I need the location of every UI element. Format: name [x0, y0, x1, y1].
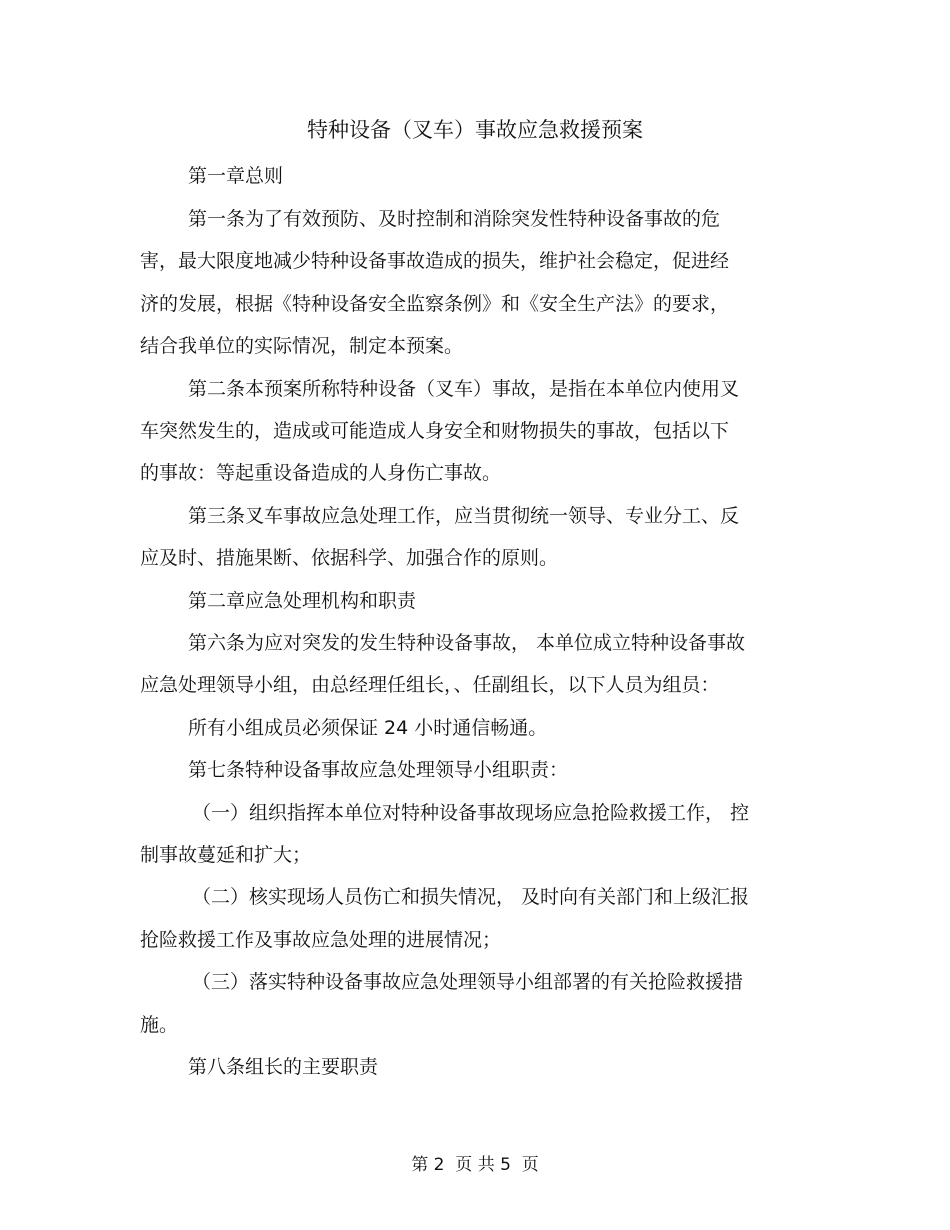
list-item-line: 制事故蔓延和扩大； [140, 844, 312, 866]
paragraph-line: 结合我单位的实际情况，制定本预案。 [140, 335, 464, 357]
paragraph-line: 第八条组长的主要职责 [188, 1056, 379, 1078]
paragraph-line: 害，最大限度地减少特种设备事故造成的损失，维护社会稳定，促进经 [140, 250, 730, 272]
paragraph-line: 第六条为应对突发的发生特种设备事故， 本单位成立特种设备事故 [188, 632, 746, 654]
paragraph-line: 济的发展，根据《特种设备安全监察条例》和《安全生产法》的要求， [140, 293, 730, 315]
page-number: 第 2 页 共 5 页 [411, 1155, 539, 1175]
chapter-heading: 第二章应急处理机构和职责 [188, 590, 417, 612]
paragraph-line: 的事故：等起重设备造成的人身伤亡事故。 [140, 462, 502, 484]
paragraph-line: 所有小组成员必须保证 24 小时通信畅通。 [188, 717, 548, 739]
list-item-line: 抢险救援工作及事故应急处理的进展情况； [140, 929, 502, 951]
list-item-line: （一）组织指挥本单位对特种设备事故现场应急抢险救援工作， 控 [192, 802, 750, 824]
list-item-line: （二）核实现场人员伤亡和损失情况， 及时向有关部门和上级汇报 [192, 886, 750, 908]
paragraph-line: 应及时、措施果断、依据科学、加强合作的原则。 [140, 547, 559, 569]
document-title: 特种设备（叉车）事故应急救援预案 [307, 118, 643, 142]
paragraph-line: 车突然发生的，造成或可能造成人身安全和财物损失的事故，包括以下 [140, 420, 730, 442]
paragraph-line: 第七条特种设备事故应急处理领导小组职责： [188, 759, 569, 781]
paragraph-line: 第一条为了有效预防、及时控制和消除突发性特种设备事故的危 [188, 208, 721, 230]
paragraph-line: 第三条叉车事故应急处理工作，应当贯彻统一领导、专业分工、反 [188, 505, 740, 527]
list-item-line: （三）落实特种设备事故应急处理领导小组部署的有关抢险救援措 [192, 971, 744, 993]
paragraph-line: 应急处理领导小组，由总经理任组长，、任副组长，以下人员为组员： [140, 674, 720, 696]
chapter-heading: 第一章总则 [188, 165, 284, 187]
list-item-line: 施。 [140, 1014, 179, 1036]
paragraph-line: 第二条本预案所称特种设备（叉车）事故，是指在本单位内使用叉 [188, 378, 740, 400]
